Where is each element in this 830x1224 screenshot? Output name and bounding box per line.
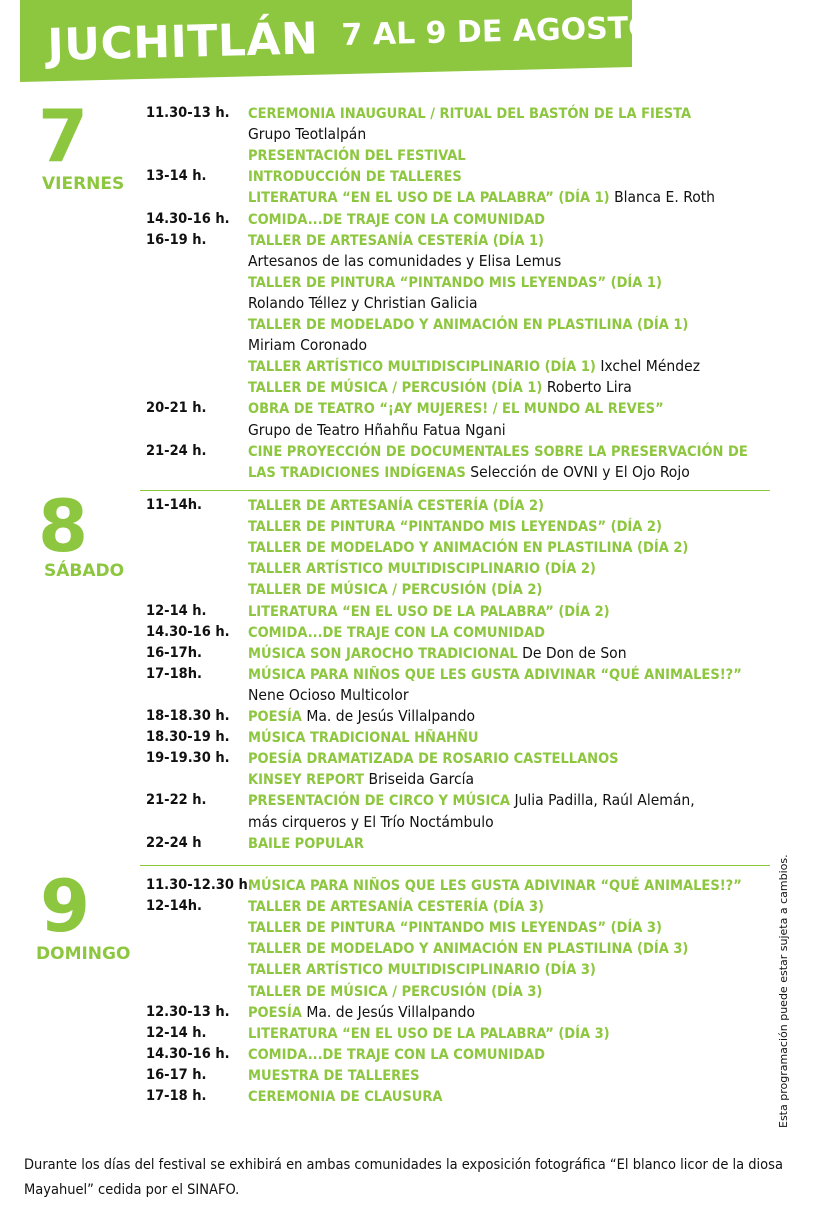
event-time: 22-24 h xyxy=(146,834,202,851)
event-time: 21-22 h. xyxy=(146,792,207,809)
event-text xyxy=(248,1023,610,1045)
event-text xyxy=(248,124,366,145)
event-performer: Ma. de Jesús Villalpando xyxy=(301,707,475,725)
event-title: LITERATURA “EN EL USO DE LA PALABRA” (DÍA 1) xyxy=(248,190,610,207)
event-title: COMIDA...DE TRAJE CON LA COMUNIDAD xyxy=(248,1046,546,1063)
event-title: TALLER DE PINTURA “PINTANDO MIS LEYENDAS” (DÍA 3) xyxy=(248,920,662,937)
event-text xyxy=(248,103,691,125)
event-performer: Rolando Téllez y Christian Galicia xyxy=(248,293,478,312)
event-title: TALLER DE MODELADO Y ANIMACIÓN EN PLASTILINA (DÍA 1) xyxy=(248,317,689,333)
event-title: TALLER ARTÍSTICO MULTIDISCIPLINARIO (DÍA 1) xyxy=(248,359,596,376)
event-title: TALLER DE MÚSICA / PERCUSIÓN (DÍA 1) xyxy=(248,380,543,397)
event-title: KINSEY REPORT xyxy=(248,772,365,789)
day-separator xyxy=(140,490,770,491)
event-time: 20-21 h. xyxy=(146,400,207,417)
event-title: POESÍA xyxy=(248,709,302,725)
event-title: TALLER DE ARTESANÍA CESTERÍA (DÍA 2) xyxy=(248,498,545,514)
event-title: MÚSICA TRADICIONAL HÑAHÑU xyxy=(248,730,479,747)
event-time: 16-19 h. xyxy=(146,231,207,248)
event-text xyxy=(248,1065,420,1087)
event-title: PRESENTACIÓN DE CIRCO Y MÚSICA xyxy=(248,793,511,810)
event-text xyxy=(248,1044,545,1066)
event-time: 11.30-13 h. xyxy=(146,105,230,121)
event-time: 16-17 h. xyxy=(146,1066,207,1083)
event-performer: Artesanos de las comunidades y Elisa Lemus xyxy=(248,251,562,270)
event-title: TALLER DE PINTURA “PINTANDO MIS LEYENDAS” (DÍA 1) xyxy=(248,274,662,291)
event-text xyxy=(248,896,544,918)
event-performer: Blanca E. Roth xyxy=(609,188,716,207)
event-title: MÚSICA PARA NIÑOS QUE LES GUSTA ADIVINAR “QUÉ ANIMALES!?” xyxy=(248,878,742,894)
event-text xyxy=(248,748,619,770)
event-text xyxy=(248,727,479,749)
event-text xyxy=(248,209,545,231)
event-text xyxy=(248,187,715,209)
event-title: TALLER DE PINTURA “PINTANDO MIS LEYENDAS” (DÍA 2) xyxy=(248,519,662,536)
event-text xyxy=(248,601,610,623)
event-text xyxy=(248,1086,442,1108)
event-text xyxy=(248,420,506,441)
event-text xyxy=(248,462,690,484)
event-title: TALLER DE ARTESANÍA CESTERÍA (DÍA 3) xyxy=(248,899,545,916)
event-performer: Roberto Lira xyxy=(542,378,632,397)
event-title: TALLER ARTÍSTICO MULTIDISCIPLINARIO (DÍA 3) xyxy=(248,962,596,979)
event-time: 18.30-19 h. xyxy=(146,729,230,746)
event-time: 12-14 h. xyxy=(146,1024,207,1041)
event-text xyxy=(248,833,364,855)
event-time: 16-17h. xyxy=(146,644,202,661)
event-time: 13-14 h. xyxy=(146,168,207,185)
event-text xyxy=(248,537,688,559)
event-time: 14.30-16 h. xyxy=(146,623,230,640)
event-text xyxy=(248,558,596,580)
event-title: TALLER DE MODELADO Y ANIMACIÓN EN PLASTILINA (DÍA 2) xyxy=(248,540,689,557)
day-name: DOMINGO xyxy=(36,944,131,964)
footer-note: Durante los días del festival se exhibirá en ambas comunidades la exposición fotográfica “El blanco licor de la diosa Mayahuel” cedida por el SINAFO. xyxy=(24,1157,783,1198)
event-text xyxy=(248,398,664,420)
event-performer: Julia Padilla, Raúl Alemán, xyxy=(510,791,695,810)
event-title: TALLER DE MÚSICA / PERCUSIÓN (DÍA 2) xyxy=(248,582,543,599)
event-time: 12.30-13 h. xyxy=(146,1003,230,1020)
event-text xyxy=(248,272,662,294)
event-text xyxy=(248,579,542,601)
day-name: SÁBADO xyxy=(44,561,125,581)
event-time: 21-24 h. xyxy=(146,442,207,459)
day-name: VIERNES xyxy=(42,174,125,194)
event-title: INTRODUCCIÓN DE TALLERES xyxy=(248,169,462,186)
event-performer: Ixchel Méndez xyxy=(595,357,701,376)
changes-disclaimer: Esta programación puede estar sujeta a cambios. xyxy=(777,854,790,1128)
event-text xyxy=(248,875,742,897)
event-title: MÚSICA SON JAROCHO TRADICIONAL xyxy=(248,645,518,662)
event-time: 14.30-16 h. xyxy=(146,1045,230,1062)
event-performer: Grupo de Teatro Hñahñu Fatua Ngani xyxy=(248,420,506,439)
city-title: JUCHITLÁN xyxy=(46,13,319,71)
event-title: POESÍA DRAMATIZADA DE ROSARIO CASTELLANOS xyxy=(248,751,619,768)
event-title: PRESENTACIÓN DEL FESTIVAL xyxy=(248,148,466,165)
event-text xyxy=(248,495,544,517)
event-text xyxy=(248,145,466,167)
event-time: 12-14 h. xyxy=(146,602,207,619)
event-text xyxy=(248,335,367,356)
event-text xyxy=(248,981,542,1003)
event-text xyxy=(248,251,561,272)
event-title: COMIDA...DE TRAJE CON LA COMUNIDAD xyxy=(248,624,546,641)
day-separator xyxy=(140,865,770,866)
event-text xyxy=(248,293,478,314)
event-performer: Briseida García xyxy=(364,770,475,789)
festival-dates: 7 AL 9 DE AGOSTO xyxy=(341,10,655,54)
event-time: 11-14h. xyxy=(146,497,202,513)
event-title: MUESTRA DE TALLERES xyxy=(248,1067,420,1084)
event-text xyxy=(248,959,596,981)
event-title: LITERATURA “EN EL USO DE LA PALABRA” (DÍA 2) xyxy=(248,603,610,620)
event-time: 17-18h. xyxy=(146,665,202,682)
event-time: 19-19.30 h. xyxy=(146,750,230,767)
day-number: 8 xyxy=(38,484,89,568)
event-performer: Ma. de Jesús Villalpando xyxy=(301,1002,475,1021)
event-title: CINE PROYECCIÓN DE DOCUMENTALES SOBRE LA PRESERVACIÓN DE xyxy=(248,443,748,460)
event-title: LAS TRADICIONES INDÍGENAS xyxy=(248,464,466,481)
event-title: CEREMONIA DE CLAUSURA xyxy=(248,1089,443,1105)
event-performer: Selección de OVNI y El Ojo Rojo xyxy=(465,462,690,481)
event-text xyxy=(248,356,700,378)
event-title: POESÍA xyxy=(248,1004,302,1021)
event-time: 14.30-16 h. xyxy=(146,210,230,227)
event-text xyxy=(248,643,627,665)
event-title: CEREMONIA INAUGURAL / RITUAL DEL BASTÓN DE LA FIESTA xyxy=(248,106,692,122)
event-text xyxy=(248,769,474,791)
event-title: TALLER DE ARTESANÍA CESTERÍA (DÍA 1) xyxy=(248,232,545,249)
event-text xyxy=(248,166,462,188)
event-text xyxy=(248,314,688,336)
event-text xyxy=(248,664,742,686)
event-text xyxy=(248,622,545,644)
event-title: MÚSICA PARA NIÑOS QUE LES GUSTA ADIVINAR “QUÉ ANIMALES!?” xyxy=(248,666,742,683)
event-performer: De Don de Son xyxy=(517,643,627,662)
day-number: 7 xyxy=(38,94,89,178)
event-text xyxy=(248,938,688,960)
event-text xyxy=(248,441,748,463)
event-performer: Grupo Teotlalpán xyxy=(248,125,367,144)
event-text xyxy=(248,706,475,728)
event-performer: Nene Ocioso Multicolor xyxy=(248,685,409,704)
event-text xyxy=(248,377,632,399)
event-text xyxy=(248,790,695,812)
event-time: 12-14h. xyxy=(146,898,202,915)
event-text xyxy=(248,917,662,939)
event-title: COMIDA...DE TRAJE CON LA COMUNIDAD xyxy=(248,211,546,228)
event-text xyxy=(248,812,494,833)
event-performer: Miriam Coronado xyxy=(248,336,368,355)
event-text xyxy=(248,685,409,706)
event-time: 11.30-12.30 h. xyxy=(146,877,253,893)
event-title: TALLER DE MÚSICA / PERCUSIÓN (DÍA 3) xyxy=(248,983,543,1000)
event-text xyxy=(248,230,544,252)
event-time: 17-18 h. xyxy=(146,1088,207,1104)
event-performer: más cirqueros y El Trío Noctámbulo xyxy=(248,812,494,831)
event-title: TALLER DE MODELADO Y ANIMACIÓN EN PLASTILINA (DÍA 3) xyxy=(248,941,689,958)
event-title: OBRA DE TEATRO “¡AY MUJERES! / EL MUNDO AL REVES” xyxy=(248,401,664,418)
event-title: LITERATURA “EN EL USO DE LA PALABRA” (DÍA 3) xyxy=(248,1025,610,1042)
event-time: 18-18.30 h. xyxy=(146,708,230,724)
day-number: 9 xyxy=(40,864,91,948)
event-text xyxy=(248,516,662,538)
event-title: BAILE POPULAR xyxy=(248,835,364,852)
event-title: TALLER ARTÍSTICO MULTIDISCIPLINARIO (DÍA 2) xyxy=(248,561,596,578)
event-text xyxy=(248,1002,475,1024)
